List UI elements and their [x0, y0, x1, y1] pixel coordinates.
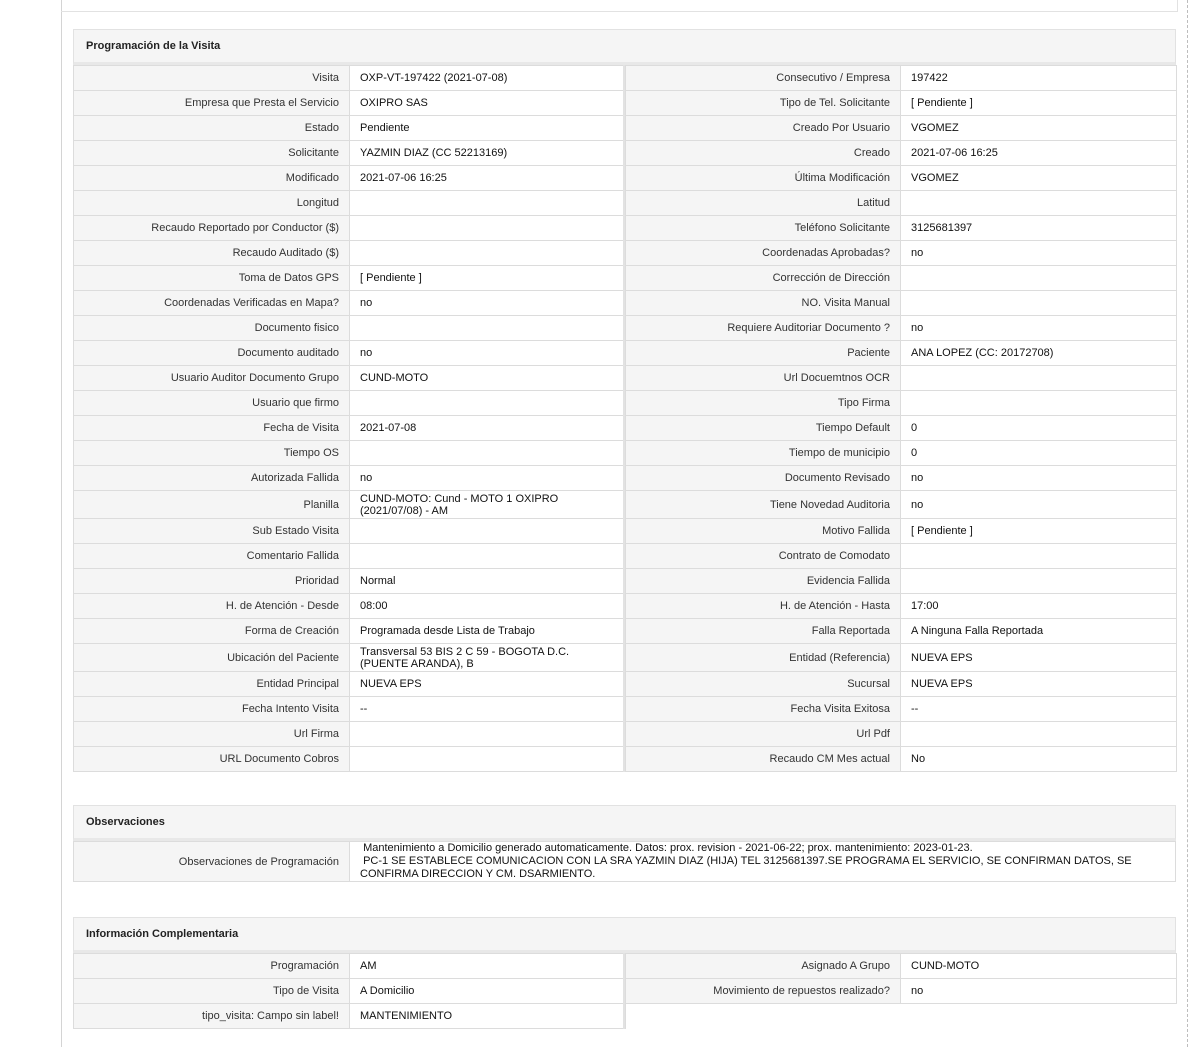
field-label: Recaudo Auditado ($) [74, 241, 350, 266]
field-value: NUEVA EPS [901, 644, 1177, 672]
observations-panel [73, 805, 1176, 882]
field-value: no [350, 291, 624, 316]
table-row [74, 747, 1177, 772]
field-label: Forma de Creación [74, 619, 350, 644]
field-value [901, 544, 1177, 569]
field-value: NUEVA EPS [901, 672, 1177, 697]
field-label: Sub Estado Visita [74, 519, 350, 544]
field-value: ANA LOPEZ (CC: 20172708) [901, 341, 1177, 366]
field-value: -- [901, 697, 1177, 722]
table-row [74, 66, 1177, 91]
field-label: Usuario que firmo [74, 391, 350, 416]
field-label: Corrección de Dirección [626, 266, 901, 291]
field-value [350, 391, 624, 416]
field-value: VGOMEZ [901, 166, 1177, 191]
field-value: no [901, 491, 1177, 519]
table-row [74, 697, 1177, 722]
field-label: Coordenadas Verificadas en Mapa? [74, 291, 350, 316]
field-value: MANTENIMIENTO [350, 1004, 624, 1029]
field-value: NUEVA EPS [350, 672, 624, 697]
field-value [901, 722, 1177, 747]
field-value: no [901, 979, 1177, 1004]
field-label: Prioridad [74, 569, 350, 594]
field-value: VGOMEZ [901, 116, 1177, 141]
field-label: Teléfono Solicitante [626, 216, 901, 241]
field-value: no [901, 316, 1177, 341]
field-value: Transversal 53 BIS 2 C 59 - BOGOTA D.C. (PUENTE ARANDA), B [350, 644, 624, 672]
field-label: Coordenadas Aprobadas? [626, 241, 901, 266]
field-value: 0 [901, 441, 1177, 466]
field-label: Requiere Auditoriar Documento ? [626, 316, 901, 341]
field-label: Url Firma [74, 722, 350, 747]
complementary-info-table [73, 953, 1177, 1029]
field-value [901, 266, 1177, 291]
field-label: Tiempo OS [74, 441, 350, 466]
observations-table [73, 841, 1176, 882]
observation-line: Mantenimiento a Domicilio generado automaticamente. Datos: prox. revision - 2021-06-22; prox. mantenimiento: 2023-01-23. [360, 842, 973, 854]
field-value: YAZMIN DIAZ (CC 52213169) [350, 141, 624, 166]
table-row [74, 216, 1177, 241]
field-label: Contrato de Comodato [626, 544, 901, 569]
field-label: Latitud [626, 191, 901, 216]
field-label: Recaudo CM Mes actual [626, 747, 901, 772]
field-value [350, 241, 624, 266]
field-value: no [901, 466, 1177, 491]
field-value [901, 366, 1177, 391]
field-label: Entidad (Referencia) [626, 644, 901, 672]
field-value: [ Pendiente ] [901, 519, 1177, 544]
field-value [350, 441, 624, 466]
table-row [74, 842, 1176, 882]
field-value: AM [350, 954, 624, 979]
field-label: Tiempo Default [626, 416, 901, 441]
field-label: Recaudo Reportado por Conductor ($) [74, 216, 350, 241]
table-row [74, 91, 1177, 116]
field-value: CUND-MOTO [350, 366, 624, 391]
panel-title: Información Complementaria [73, 917, 1176, 953]
field-value: 2021-07-06 16:25 [350, 166, 624, 191]
field-label: Consecutivo / Empresa [626, 66, 901, 91]
field-label: H. de Atención - Hasta [626, 594, 901, 619]
field-value: 08:00 [350, 594, 624, 619]
field-value [901, 291, 1177, 316]
panel-title: Observaciones [73, 805, 1176, 841]
field-value: 2021-07-06 16:25 [901, 141, 1177, 166]
field-label: Solicitante [74, 141, 350, 166]
table-row [74, 619, 1177, 644]
field-label: Tipo de Tel. Solicitante [626, 91, 901, 116]
empty-cell [626, 1004, 901, 1029]
field-value [901, 191, 1177, 216]
table-row [74, 366, 1177, 391]
field-label: Programación [74, 954, 350, 979]
field-label: Comentario Fallida [74, 544, 350, 569]
right-dashed-border [1187, 0, 1188, 1047]
field-label: Url Pdf [626, 722, 901, 747]
field-label: Movimiento de repuestos realizado? [626, 979, 901, 1004]
table-row [74, 594, 1177, 619]
field-value [350, 519, 624, 544]
field-label: Fecha Visita Exitosa [626, 697, 901, 722]
field-label: Url Docuemtnos OCR [626, 366, 901, 391]
field-label: Creado Por Usuario [626, 116, 901, 141]
table-row [74, 391, 1177, 416]
field-value: OXIPRO SAS [350, 91, 624, 116]
field-label: tipo_visita: Campo sin label! [74, 1004, 350, 1029]
field-label: NO. Visita Manual [626, 291, 901, 316]
table-row [74, 644, 1177, 672]
field-value: CUND-MOTO [901, 954, 1177, 979]
field-label: Ubicación del Paciente [74, 644, 350, 672]
field-label: Tiene Novedad Auditoria [626, 491, 901, 519]
table-row [74, 166, 1177, 191]
field-value [350, 722, 624, 747]
table-row [74, 569, 1177, 594]
field-label: Observaciones de Programación [74, 842, 350, 882]
field-value [350, 544, 624, 569]
field-label: Tiempo de municipio [626, 441, 901, 466]
field-label: Falla Reportada [626, 619, 901, 644]
field-label: Estado [74, 116, 350, 141]
table-row [74, 191, 1177, 216]
field-label: Entidad Principal [74, 672, 350, 697]
table-row [74, 316, 1177, 341]
table-row [74, 979, 1177, 1004]
field-label: Empresa que Presta el Servicio [74, 91, 350, 116]
field-label: Documento Revisado [626, 466, 901, 491]
table-row [74, 954, 1177, 979]
table-row [74, 266, 1177, 291]
field-label: Motivo Fallida [626, 519, 901, 544]
panel-title: Programación de la Visita [73, 29, 1176, 65]
table-row [74, 491, 1177, 519]
field-label: Evidencia Fallida [626, 569, 901, 594]
complementary-info-panel [73, 917, 1176, 1029]
field-label: Longitud [74, 191, 350, 216]
field-label: Creado [626, 141, 901, 166]
field-label: URL Documento Cobros [74, 747, 350, 772]
field-value: Normal [350, 569, 624, 594]
table-row [74, 722, 1177, 747]
field-label: Documento auditado [74, 341, 350, 366]
field-label: Planilla [74, 491, 350, 519]
field-value: A Domicilio [350, 979, 624, 1004]
field-value: 3125681397 [901, 216, 1177, 241]
field-label: Autorizada Fallida [74, 466, 350, 491]
field-value: No [901, 747, 1177, 772]
field-label: Tipo Firma [626, 391, 901, 416]
left-border [61, 0, 62, 1047]
table-row [74, 544, 1177, 569]
table-row [74, 672, 1177, 697]
field-value: no [350, 341, 624, 366]
field-label: Usuario Auditor Documento Grupo [74, 366, 350, 391]
table-row [74, 441, 1177, 466]
observations-value [350, 842, 1176, 882]
field-value [901, 569, 1177, 594]
field-label: Visita [74, 66, 350, 91]
table-row [74, 466, 1177, 491]
field-value [350, 191, 624, 216]
table-row [74, 341, 1177, 366]
field-label: Tipo de Visita [74, 979, 350, 1004]
visit-details-table [73, 65, 1177, 772]
field-value: no [901, 241, 1177, 266]
table-row [74, 519, 1177, 544]
field-value: Programada desde Lista de Trabajo [350, 619, 624, 644]
field-label: Fecha Intento Visita [74, 697, 350, 722]
visit-schedule-panel [73, 29, 1176, 772]
field-value: Pendiente [350, 116, 624, 141]
field-label: Asignado A Grupo [626, 954, 901, 979]
field-label: Fecha de Visita [74, 416, 350, 441]
field-value [350, 316, 624, 341]
field-value [350, 747, 624, 772]
field-label: H. de Atención - Desde [74, 594, 350, 619]
empty-cell [901, 1004, 1177, 1029]
field-value: no [350, 466, 624, 491]
field-value: CUND-MOTO: Cund - MOTO 1 OXIPRO (2021/07/08) - AM [350, 491, 624, 519]
table-row [74, 1004, 1177, 1029]
table-row [74, 116, 1177, 141]
table-row [74, 141, 1177, 166]
top-frame [61, 0, 1178, 12]
field-label: Toma de Datos GPS [74, 266, 350, 291]
field-label: Última Modificación [626, 166, 901, 191]
field-label: Documento fisico [74, 316, 350, 341]
field-value [901, 391, 1177, 416]
field-value: 2021-07-08 [350, 416, 624, 441]
field-value: -- [350, 697, 624, 722]
field-value: 17:00 [901, 594, 1177, 619]
field-label: Sucursal [626, 672, 901, 697]
field-value: [ Pendiente ] [350, 266, 624, 291]
observation-line: PC-1 SE ESTABLECE COMUNICACION CON LA SRA YAZMIN DIAZ (HIJA) TEL 3125681397.SE PROGRAMA EL SERVICIO, SE CONFIRMAN DATOS, SE CONFIRMA DIRECCION Y CM. DSARMIENTO. [360, 855, 1135, 880]
field-label: Paciente [626, 341, 901, 366]
table-row [74, 416, 1177, 441]
field-label: Modificado [74, 166, 350, 191]
field-value: OXP-VT-197422 (2021-07-08) [350, 66, 624, 91]
field-value: [ Pendiente ] [901, 91, 1177, 116]
field-value: 197422 [901, 66, 1177, 91]
table-row [74, 291, 1177, 316]
field-value [350, 216, 624, 241]
field-value: A Ninguna Falla Reportada [901, 619, 1177, 644]
field-value: 0 [901, 416, 1177, 441]
table-row [74, 241, 1177, 266]
